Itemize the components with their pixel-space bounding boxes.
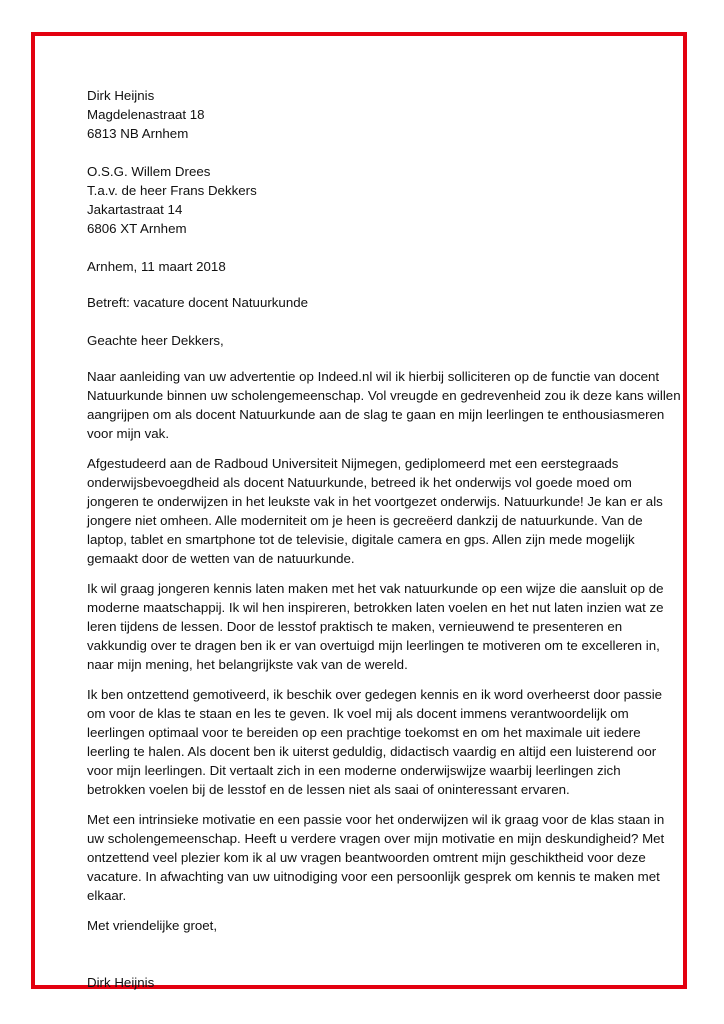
paragraph-5 [87,810,665,905]
sender-address [87,86,647,143]
paragraph-2 [87,454,663,568]
paragraph-line: Afgestudeerd aan de Radboud Universiteit Nijmegen, gediplomeerd met een eerstegraads [87,456,619,471]
letter-body [87,86,681,992]
letter-subject: Betreft: vacature docent Natuurkunde [87,295,309,310]
paragraph-line: jongeren te onderwijzen in het leukste vak in het voortgezet onderwijs. Natuurkunde! Je kan er als [87,494,663,509]
paragraph-line: Naar aanleiding van uw advertentie op Indeed.nl wil ik hierbij solliciteren op de functie van docent [87,369,660,384]
recipient-city: 6806 XT Arnhem [87,221,187,236]
paragraph-line: Ik wil graag jongeren kennis laten maken met het vak natuurkunde op een wijze die aansluit op de [87,581,664,596]
paragraph-line: vacature. In afwachting van uw uitnodiging voor een persoonlijk gesprek om kennis te maken met [87,869,660,884]
sender-name: Dirk Heijnis [87,88,155,103]
paragraph-line: Ik ben ontzettend gemotiveerd, ik beschik over gedegen kennis en ik word overheerst door passie [87,687,663,702]
paragraph-line: leren tijdens de lessen. Door de lesstof praktisch te maken, vernieuwend te presenteren en [87,619,623,634]
recipient-address [87,162,647,238]
paragraph-1 [87,367,681,443]
sender-city: 6813 NB Arnhem [87,126,189,141]
paragraph-line: elkaar. [87,888,127,903]
salutation: Geachte heer Dekkers, [87,333,224,348]
closing: Met vriendelijke groet, [87,918,218,933]
paragraph-line: uw scholengemeenschap. Heeft u verdere vragen over mijn motivatie en mijn deskundigheid? Met [87,831,665,846]
paragraph-line: aangrijpen om als docent Natuurkunde aan de slag te gaan en mijn leerlingen te enthousiasmeren [87,407,665,422]
recipient-street: Jakartastraat 14 [87,202,183,217]
recipient-organization: O.S.G. Willem Drees [87,164,211,179]
signature-name: Dirk Heijnis [87,975,155,990]
paragraph-line: gemaakt door de wetten van de natuurkunde. [87,551,355,566]
paragraph-line: leerlingen optimaal voor te bereiden op een prachtige toekomst en om het maximale uit iedere [87,725,641,740]
paragraph-line: moderne maatschappij. Ik wil hen inspireren, betrokken laten voelen en het nut laten inzien wat ze [87,600,664,615]
paragraph-line: om voor de klas te staan en les te geven. Ik voel mij als docent immens verantwoordelijk om [87,706,629,721]
letter-date: Arnhem, 11 maart 2018 [87,259,226,274]
paragraph-line: leerling te halen. Als docent ben ik uiterst geduldig, didactisch vaardig en altijd een luisterend oor [87,744,657,759]
recipient-attention: T.a.v. de heer Frans Dekkers [87,183,257,198]
paragraph-line: voor mijn vak. [87,426,170,441]
paragraph-line: voor mijn leerlingen. Dit vertaalt zich in een moderne onderwijswijze waarbij leerlingen zich [87,763,621,778]
paragraph-line: vakkundig over te dragen ben ik er van overtuigd mijn leerlingen te motiveren om te excelleren in, [87,638,660,653]
paragraph-line: Natuurkunde binnen uw scholengemeenschap. Vol vreugde en gedrevenheid zou ik deze kans willen [87,388,681,403]
paragraph-line: ontzettend veel plezier kom ik al uw vragen beantwoorden omtrent mijn geschiktheid voor deze [87,850,646,865]
sender-street: Magdelenastraat 18 [87,107,205,122]
paragraph-line: naar mijn mening, het belangrijkste vak van de wereld. [87,657,408,672]
paragraph-line: onderwijsbevoegdheid als docent Natuurkunde, betreed ik het onderwijs vol goede moed om [87,475,632,490]
paragraph-line: jongere niet omheen. Alle moderniteit om je heen is gecreëerd dankzij de natuurkunde. Van de [87,513,643,528]
paragraph-line: laptop, tablet en smartphone tot de televisie, digitale camera en gps. Allen zijn mede mogelijk [87,532,635,547]
paragraph-3 [87,579,664,674]
paragraph-4 [87,685,663,799]
paragraph-line: Met een intrinsieke motivatie en een passie voor het onderwijzen wil ik graag voor de klas staan in [87,812,665,827]
paragraph-line: betrokken voelen bij de lesstof en de lessen niet als saai of oninteressant ervaren. [87,782,570,797]
